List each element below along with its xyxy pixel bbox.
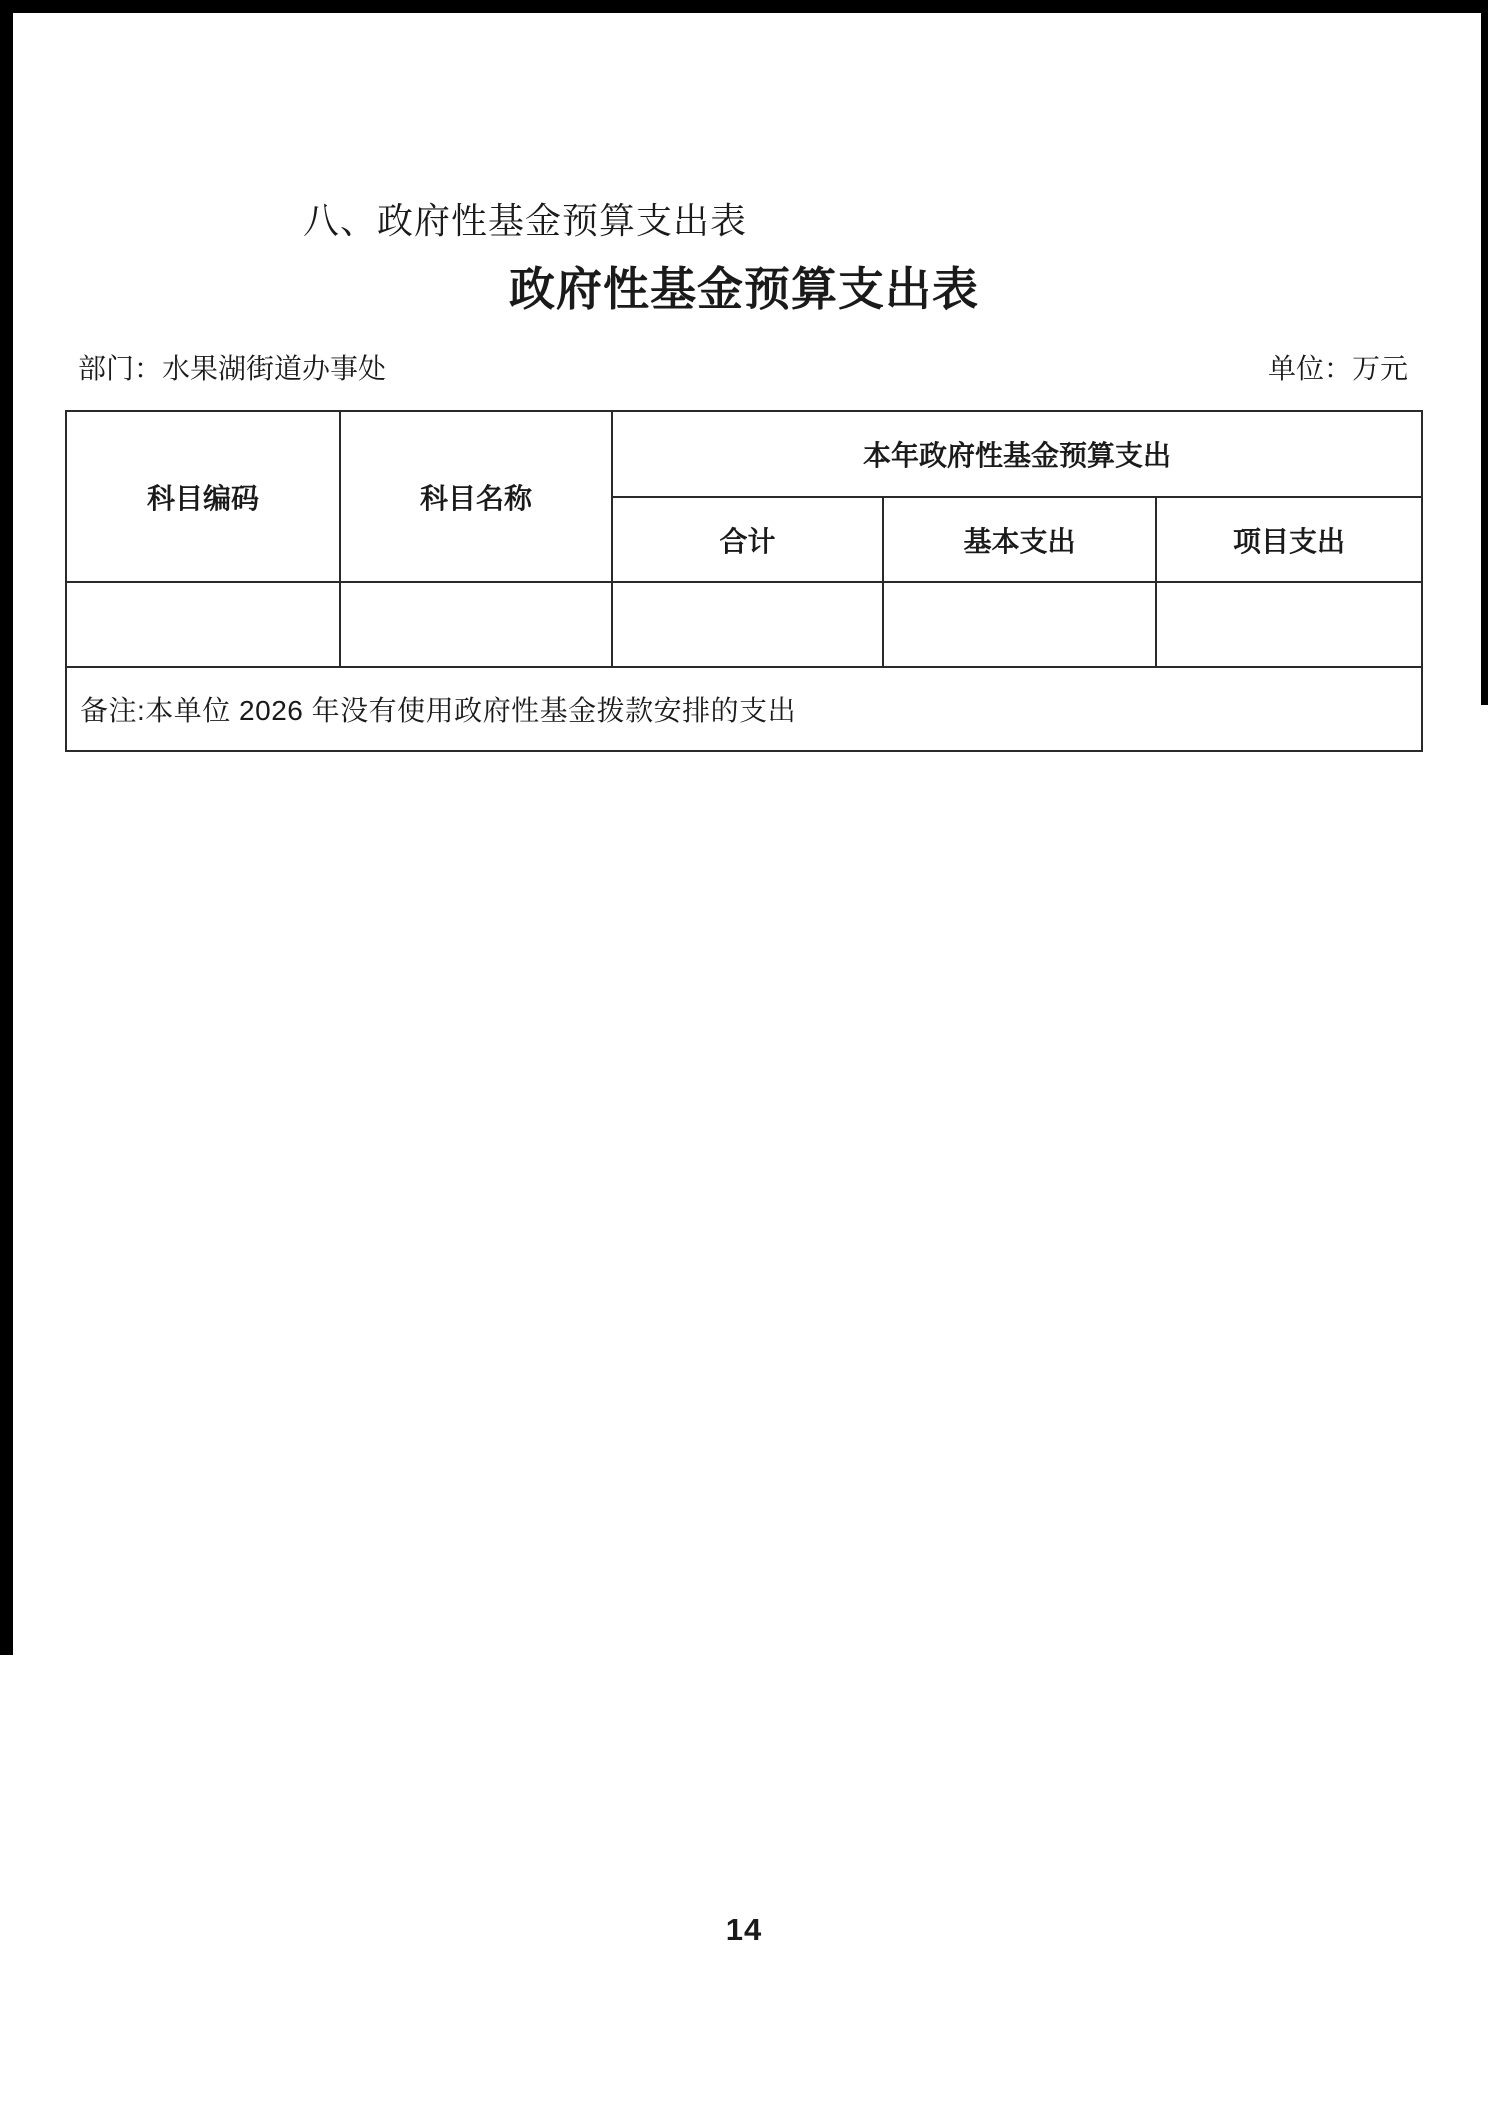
scan-edge-right bbox=[1481, 0, 1488, 705]
note-cell: 备注:本单位 2026 年没有使用政府性基金拨款安排的支出 bbox=[66, 667, 1422, 751]
page-number: 14 bbox=[725, 1912, 763, 1947]
cell-total bbox=[612, 582, 883, 667]
page-title: 政府性基金预算支出表 bbox=[509, 263, 979, 315]
table-note-row bbox=[66, 667, 1422, 751]
scan-edge-top bbox=[0, 0, 1488, 13]
unit-label: 单位：万元 bbox=[1267, 353, 1408, 384]
department-label: 部门：水果湖街道办事处 bbox=[78, 353, 387, 384]
table-row-empty bbox=[66, 582, 1422, 667]
section-heading: 八、政府性基金预算支出表 bbox=[303, 200, 748, 241]
header-subject-code: 科目编码 bbox=[66, 411, 340, 582]
cell-subject-name bbox=[340, 582, 612, 667]
meta-row bbox=[78, 351, 1408, 387]
cell-project-expenditure bbox=[1156, 582, 1422, 667]
header-current-year-group: 本年政府性基金预算支出 bbox=[612, 411, 1422, 497]
header-total: 合计 bbox=[612, 497, 883, 582]
table-header-row-group bbox=[66, 411, 1422, 497]
header-basic-expenditure: 基本支出 bbox=[883, 497, 1156, 582]
scan-edge-left bbox=[0, 0, 13, 1655]
budget-table bbox=[65, 410, 1423, 752]
cell-subject-code bbox=[66, 582, 340, 667]
header-project-expenditure: 项目支出 bbox=[1156, 497, 1422, 582]
header-subject-name: 科目名称 bbox=[340, 411, 612, 582]
cell-basic-expenditure bbox=[883, 582, 1156, 667]
